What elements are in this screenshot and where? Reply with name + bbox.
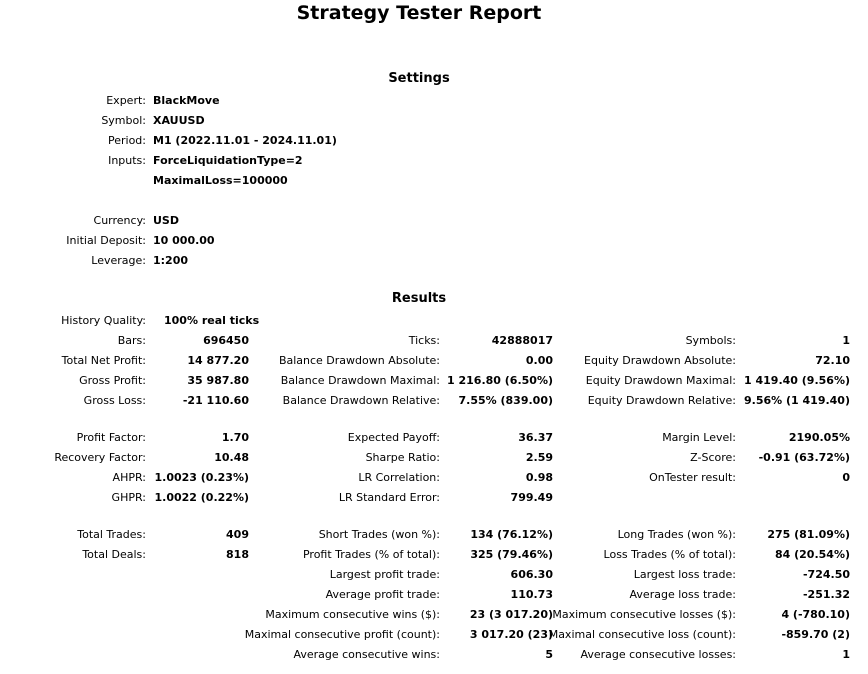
result-label: Balance Drawdown Relative: <box>282 394 440 407</box>
result-value: 1 216.80 (6.50%) <box>447 374 553 387</box>
result-value: 3 017.20 (23) <box>469 628 553 641</box>
result-value: 4 (-780.10) <box>781 608 850 621</box>
result-label: GHPR: <box>111 491 146 504</box>
result-value: 110.73 <box>510 588 553 601</box>
result-label: Z-Score: <box>690 451 736 464</box>
result-value: -0.91 (63.72%) <box>758 451 850 464</box>
result-value: 14 877.20 <box>187 354 249 367</box>
result-value: 818 <box>226 548 249 561</box>
result-value: 35 987.80 <box>187 374 249 387</box>
result-label: Profit Trades (% of total): <box>302 548 440 561</box>
result-value: 0 <box>842 471 850 484</box>
result-value: 0.00 <box>525 354 553 367</box>
result-value: 2190.05% <box>788 431 850 444</box>
expert-label: Expert: <box>106 94 146 107</box>
result-value: 7.55% (839.00) <box>458 394 553 407</box>
result-value: -859.70 (2) <box>781 628 850 641</box>
result-value: -251.32 <box>802 588 850 601</box>
result-label: Symbols: <box>685 334 736 347</box>
result-value: 1.0022 (0.22%) <box>154 491 249 504</box>
history-quality-label: History Quality: <box>61 314 146 327</box>
result-value: 5 <box>545 648 553 661</box>
symbol-value: XAUUSD <box>153 114 205 127</box>
period-value: M1 (2022.11.01 - 2024.11.01) <box>153 134 337 147</box>
result-value: -21 110.60 <box>182 394 249 407</box>
input-value: ForceLiquidationType=2 <box>153 154 303 167</box>
result-value: 799.49 <box>510 491 553 504</box>
input-value: MaximalLoss=100000 <box>153 174 288 187</box>
result-label: Gross Loss: <box>83 394 146 407</box>
result-value: 2.59 <box>525 451 553 464</box>
result-value: 1 <box>842 648 850 661</box>
result-value: 72.10 <box>815 354 850 367</box>
result-label: Maximum consecutive losses ($): <box>552 608 736 621</box>
result-label: Equity Drawdown Maximal: <box>585 374 736 387</box>
result-label: Total Trades: <box>77 528 146 541</box>
result-label: OnTester result: <box>649 471 736 484</box>
result-label: Equity Drawdown Relative: <box>587 394 736 407</box>
leverage-value: 1:200 <box>153 254 189 267</box>
result-value: 1.70 <box>221 431 249 444</box>
result-label: Average consecutive losses: <box>580 648 736 661</box>
result-label: Average consecutive wins: <box>293 648 440 661</box>
result-value: 134 (76.12%) <box>470 528 553 541</box>
result-value: 23 (3 017.20) <box>469 608 553 621</box>
result-value: 0.98 <box>525 471 553 484</box>
result-label: LR Standard Error: <box>338 491 440 504</box>
result-value: 275 (81.09%) <box>767 528 850 541</box>
report-title: Strategy Tester Report <box>296 2 542 24</box>
result-value: 1 419.40 (9.56%) <box>744 374 850 387</box>
result-value: 325 (79.46%) <box>470 548 553 561</box>
inputs-label: Inputs: <box>108 154 146 167</box>
result-value: 84 (20.54%) <box>774 548 850 561</box>
result-label: Profit Factor: <box>76 431 146 444</box>
result-value: 696450 <box>203 334 249 347</box>
result-label: LR Correlation: <box>358 471 440 484</box>
result-value: 1 <box>842 334 850 347</box>
result-label: Maximal consecutive profit (count): <box>244 628 440 641</box>
result-label: Bars: <box>117 334 146 347</box>
result-label: Balance Drawdown Absolute: <box>278 354 440 367</box>
result-label: Expected Payoff: <box>347 431 440 444</box>
result-label: Maximum consecutive wins ($): <box>265 608 440 621</box>
initial-deposit-label: Initial Deposit: <box>66 234 146 247</box>
result-label: Largest loss trade: <box>633 568 736 581</box>
settings-heading: Settings <box>388 71 450 86</box>
result-label: Balance Drawdown Maximal: <box>280 374 440 387</box>
result-value: -724.50 <box>802 568 850 581</box>
leverage-label: Leverage: <box>91 254 146 267</box>
currency-label: Currency: <box>93 214 146 227</box>
result-label: Loss Trades (% of total): <box>603 548 736 561</box>
result-value: 9.56% (1 419.40) <box>744 394 850 407</box>
result-label: Ticks: <box>408 334 440 347</box>
symbol-label: Symbol: <box>101 114 146 127</box>
result-label: Total Deals: <box>82 548 146 561</box>
period-label: Period: <box>107 134 146 147</box>
result-value: 606.30 <box>510 568 553 581</box>
expert-value: BlackMove <box>153 94 220 107</box>
currency-value: USD <box>153 214 179 227</box>
history-quality-value: 100% real ticks <box>164 314 260 327</box>
result-label: Maximal consecutive loss (count): <box>548 628 736 641</box>
result-label: Largest profit trade: <box>329 568 440 581</box>
result-label: Average loss trade: <box>629 588 736 601</box>
result-value: 36.37 <box>518 431 553 444</box>
result-label: Gross Profit: <box>79 374 146 387</box>
results-heading: Results <box>391 291 447 306</box>
result-value: 1.0023 (0.23%) <box>154 471 249 484</box>
result-label: Margin Level: <box>662 431 736 444</box>
result-value: 42888017 <box>491 334 553 347</box>
result-label: Sharpe Ratio: <box>365 451 440 464</box>
result-label: Equity Drawdown Absolute: <box>584 354 736 367</box>
result-label: Total Net Profit: <box>61 354 146 367</box>
initial-deposit-value: 10 000.00 <box>153 234 215 247</box>
result-label: Recovery Factor: <box>54 451 146 464</box>
result-label: AHPR: <box>112 471 146 484</box>
result-label: Average profit trade: <box>325 588 440 601</box>
result-value: 409 <box>226 528 249 541</box>
result-value: 10.48 <box>214 451 249 464</box>
result-label: Long Trades (won %): <box>617 528 736 541</box>
result-label: Short Trades (won %): <box>318 528 440 541</box>
